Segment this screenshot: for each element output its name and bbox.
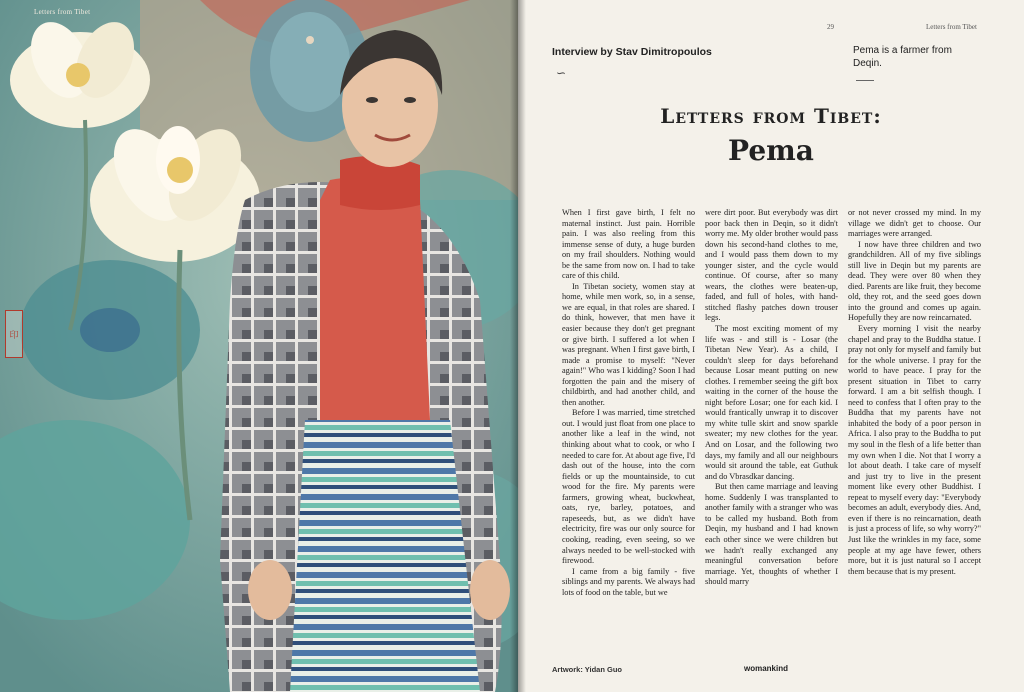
artist-seal bbox=[5, 310, 23, 358]
paragraph: I came from a big family - five siblings and my parents. We always had lots of food on the table, but we bbox=[562, 566, 695, 597]
running-head-left: Letters from Tibet bbox=[34, 8, 91, 16]
text-column-2 bbox=[705, 208, 838, 656]
magazine-brand: womankind bbox=[744, 664, 789, 673]
article-body bbox=[562, 208, 982, 656]
paragraph: Every morning I visit the nearby chapel and pray to the Buddha statue. I pray not only for myself and family but for the whole universe. I pray for the world to have peace. I pray for the present situation in Tibet to carry forward. I am a bit selfish though. I need to confess that I often pray to the Buddha that my parents have not inhabited the body of a poor person in Africa. I also pray to the Buddha to put my soul in the flesh of a life better than my own when I die. Not that I worry a lot about death. I take care of myself and just try to live in the present moment like every other Buddhist. I repeat to myself every day: "Everybody becomes an adult, everybody dies. And, even if there is no reincarnation, death is just a process of life, so why worry?" Just like the wrinkles in my face, some people at my age have fewer, others more, but it is just natural so I accept them because that is my present. bbox=[848, 324, 981, 576]
headline: Letters from Tibet: bbox=[660, 104, 882, 128]
ornament-icon: ∽ bbox=[556, 66, 567, 80]
standfirst: Pema is a farmer from Deqin. bbox=[853, 45, 952, 69]
gutter-shadow bbox=[510, 0, 526, 692]
article-page bbox=[518, 0, 1024, 692]
paragraph: When I first gave birth, I felt no maternal instinct. Just pain. Horrible pain. I was also reeling from this immense sense of duty, a huge burden on my frail shoulders. Nothing would be the same from now on. I had to take care of this child. bbox=[562, 208, 695, 281]
artwork-credit: Artwork: Yidan Guo bbox=[552, 665, 623, 674]
byline: Interview by Stav Dimitropoulos bbox=[552, 46, 712, 58]
paragraph: Before I was married, time stretched out. I would just float from one place to another like a leaf in the wind, not thinking about what to cook, or who I needed to care for. At about age five, I'd dash out of the house, into the corn fields or up the mountainside, to cut wood for the fire. My parents were farmers, growing wheat, buckwheat, oats, rye, barley, potatoes, and rapeseeds, but, as we didn't have electricity, fire was our only source for cooking, reading, even seeing, so we always needed to be well-stocked with firewood. bbox=[562, 408, 695, 566]
paragraph: I now have three children and two grandchildren. All of my five siblings still live in Deqin but my parents are dead. They were over 80 when they died. Parents are like fruit, they become old, they rot, and the seed goes down into the ground and comes up again. Hopefully they are now reincarnated. bbox=[848, 239, 981, 323]
paragraph: In Tibetan society, women stay at home, while men work, so, in a sense, we are equal, in that roles are shared. I do think, however, that men have it easier because they don't get pregnant or give birth. I suffered a lot when I was pregnant. When I first gave birth, I made a promise to myself: "Never again!" Who was I kidding? Soon I had forgotten the pain and the misery of childbirth, and had another child, and then another. bbox=[562, 281, 695, 407]
paragraph: were dirt poor. But everybody was dirt poor back then in Deqin, so it didn't worry me. My older brother would pass down his second-hand clothes to me, and I would pass them down to my younger sister, and the cycle would continue. Of course, after so many wears, the clothes were beaten-up, faded, and full of holes, with hand-stitched flashy patches down trouser legs. bbox=[705, 208, 838, 323]
seal-icon: 印 bbox=[8, 329, 19, 339]
paragraph: The most exciting moment of my life was - and still is - Losar (the Tibetan New Year). As a child, I couldn't sleep for days beforehand because Losar meant putting on new clothes. I remember seeing the gift box waiting in the corner of the house the night before Losar; one for each kid. I would frantically unwrap it to discover my white tulle skirt and snow sparkle sweater; my new clothes for the year. And on Losar, and the following two days, my family and all our neighbours would sit around the table, eat Guthuk and do Vbrasdkar dancing. bbox=[705, 324, 838, 481]
text-column-3 bbox=[848, 208, 981, 656]
divider bbox=[856, 80, 874, 81]
page-number: 29 bbox=[827, 23, 834, 31]
paragraph: But then came marriage and leaving home. Suddenly I was transplanted to another family with a stranger who was to be called my husband. Both from Deqin, my husband and I had known each other since we were children but we hadn't really exchanged any meaningful conversation before marriage. Yet, thoughts of whether I should marry bbox=[705, 482, 838, 587]
running-head-right: Letters from Tibet bbox=[926, 23, 977, 31]
headline-name: Pema bbox=[728, 134, 814, 167]
text-column-1 bbox=[562, 208, 695, 656]
paragraph: or not never crossed my mind. In my village we didn't get to choose. Our marriages were arranged. bbox=[848, 208, 981, 239]
